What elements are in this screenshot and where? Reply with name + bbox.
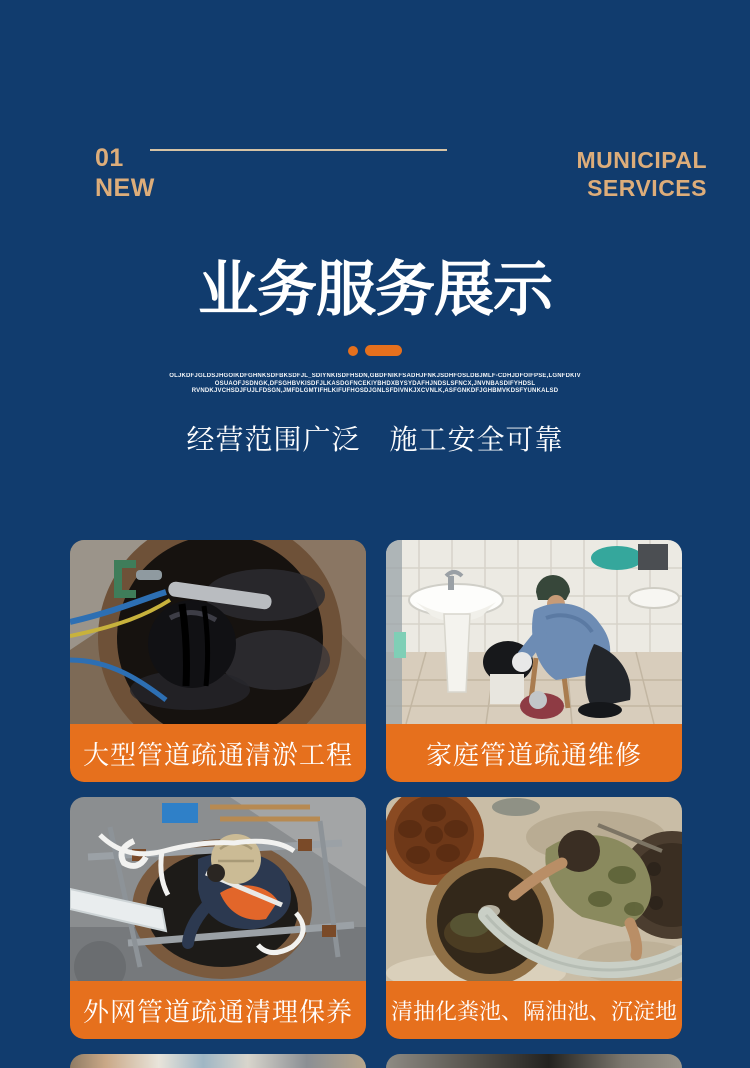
fine-print-line: RVNDKJVCHSDJFUJLFDSGN,JMFDLGMTIFHLKIFUFHOSDJGNLSFDIVNKJXCVNLK,ASFGNKDFJGHBMVKDSFYUNKALSD bbox=[191, 388, 559, 395]
fine-print bbox=[75, 373, 675, 396]
service-card-label: 家庭管道疏通维修 bbox=[386, 724, 682, 782]
section-number-block bbox=[95, 144, 155, 203]
services-line: SERVICES bbox=[587, 175, 707, 202]
bathroom-pipe-repair-photo bbox=[386, 540, 682, 724]
tagline: 经营范围广泛 施工安全可靠 bbox=[186, 424, 564, 455]
page-title: 业务服务展示 bbox=[198, 256, 552, 323]
manhole-sludge-pipe-plug-photo bbox=[70, 540, 366, 724]
service-card-label: 外网管道疏通清理保养 bbox=[70, 981, 366, 1039]
fine-print-line: OSUAOFJSDNGK,DFSGHBVKISDFJLKASDGFNCEKIYBHDXBYSYDAFHJNDSLSFNCX,JNVNBASDIFYHDSL bbox=[214, 380, 536, 387]
fine-print-line: OLJKDFJGLDSJHGOIKDFGHNKSDFBKSDFJL_SDIYNKISDFHSDN,GBDFNIKFSADHJFNKJSDHFOSLDBJMLF-CDHJDFOIFPSE,LGNFDKIV bbox=[169, 373, 581, 379]
municipal-line: MUNICIPAL bbox=[576, 147, 707, 173]
section-number-label: NEW bbox=[95, 173, 155, 202]
services-grid bbox=[70, 540, 682, 1068]
service-card-external-pipe-maintenance bbox=[70, 797, 366, 1039]
header-rule bbox=[150, 149, 447, 151]
divider-dot-icon bbox=[348, 346, 358, 356]
title-divider bbox=[0, 345, 750, 356]
service-card-septic-tank-pumping bbox=[386, 797, 682, 1039]
service-card-label: 清抽化粪池、隔油池、沉淀地 bbox=[386, 981, 682, 1039]
service-card-label: 大型管道疏通清淤工程 bbox=[70, 724, 366, 782]
divider-bar-icon bbox=[365, 345, 402, 356]
service-card-large-pipe-dredging bbox=[70, 540, 366, 782]
partial-card-photo bbox=[70, 1054, 366, 1068]
section-number: 01 bbox=[95, 144, 124, 172]
partial-card-photo bbox=[386, 1054, 682, 1068]
service-card-home-pipe-repair bbox=[386, 540, 682, 782]
street-manhole-worker-photo bbox=[70, 797, 366, 981]
municipal-services-title bbox=[576, 146, 707, 202]
septic-tank-pumping-photo bbox=[386, 797, 682, 981]
